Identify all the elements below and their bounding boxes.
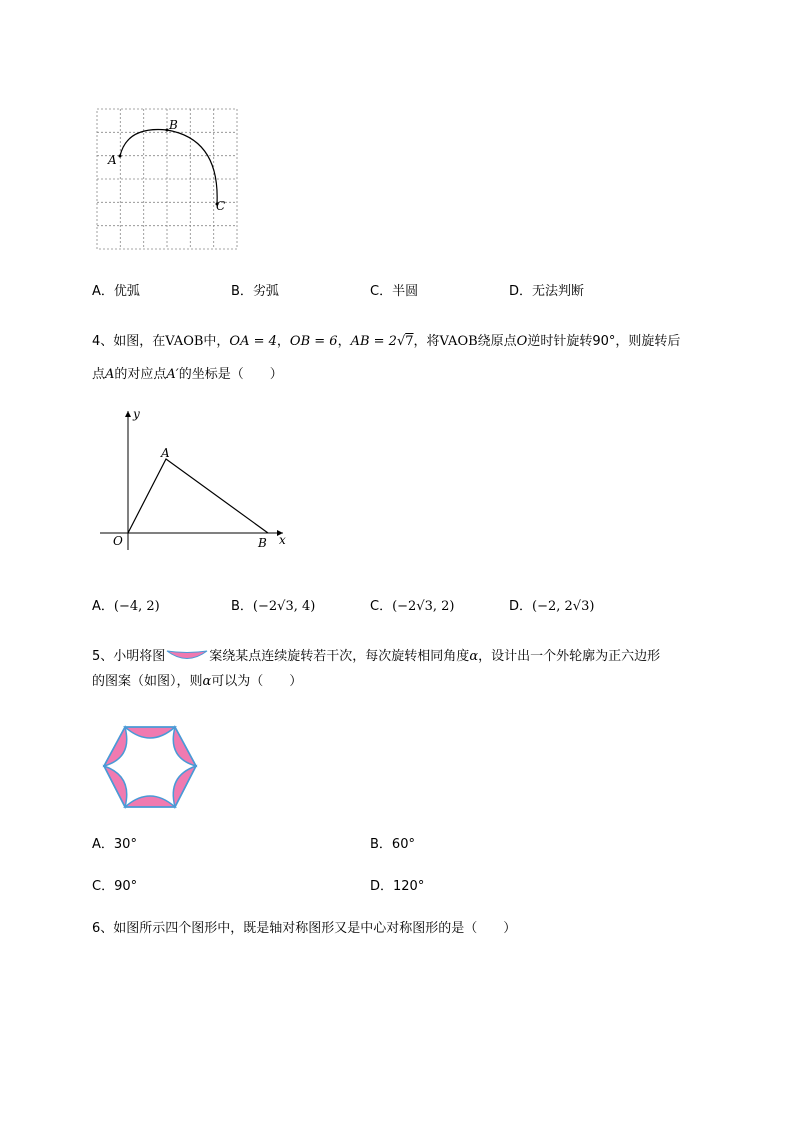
question-number: 5、 [92,649,114,664]
q5-option-c[interactable] [92,878,137,896]
hexagon-outline [104,727,196,807]
option-letter: C． [370,599,393,614]
option-text: 无法判断 [532,284,585,299]
option-letter: B． [231,284,253,299]
q3-label-b: B [169,118,178,132]
option-text: 90° [114,879,138,894]
q3-option-a[interactable] [92,283,140,301]
q4-stem-line2: 点A的对应点A′的坐标是（ ） [92,367,283,382]
option-text: (−2√3, 4) [252,599,316,614]
option-letter: C． [370,284,393,299]
question-number: 4、 [92,334,114,349]
q5-stem-line1: 5、小明将图 案绕某点连续旋转若干次，每次旋转相同角度α，设计出一个外轮廓为正六边形 [92,649,661,664]
point-label-a: A [161,446,170,460]
axis-label-x: x [279,533,286,547]
q5-option-d[interactable] [370,878,424,896]
q5-hexagon-figure [101,725,201,811]
option-letter: C． [92,879,115,894]
question-number: 6、 [92,921,114,936]
q4-stem-line1: 4、如图，在VAOB中，OA = 4，OB = 6，AB = 2√7，将VAOB绕原点O逆时针旋转90°，则旋转后 [92,334,681,349]
q3-grid-figure [92,104,242,254]
option-letter: D． [509,599,533,614]
q3-arc [120,130,217,204]
option-text: 60° [391,837,415,852]
axis-label-y: y [133,407,140,421]
q3-option-b[interactable] [231,283,279,301]
q4-option-b[interactable] [231,598,315,616]
q4-option-a[interactable] [92,598,160,616]
option-letter: D． [509,284,533,299]
q3-label-a: A [108,153,117,167]
q4-option-c[interactable] [370,598,454,616]
point-label-b: B [258,536,267,550]
option-text: 120° [393,879,425,894]
option-text: (−4, 2) [113,599,160,614]
q5-stem-line2: 的图案（如图），则α可以为（ ） [92,674,303,689]
option-text: (−2√3, 2) [392,599,455,614]
q4-triangle-figure [98,405,298,555]
option-text: (−2, 2√3) [532,599,595,614]
option-letter: A． [92,284,114,299]
option-text: 半圆 [392,284,419,299]
petal-inline-icon [165,648,209,662]
option-letter: A． [92,837,114,852]
q3-option-c[interactable] [370,283,418,301]
q3-label-c: C [216,199,226,213]
option-letter: B． [370,837,392,852]
option-letter: A． [92,599,114,614]
q4-option-d[interactable] [509,598,594,616]
option-text: 优弧 [113,284,140,299]
q3-option-d[interactable] [509,283,584,301]
option-letter: B． [231,599,253,614]
q5-option-a[interactable] [92,836,137,854]
q6-stem: 6、如图所示四个图形中，既是轴对称图形又是中心对称图形的是（ ） [92,921,517,936]
option-text: 劣弧 [252,284,279,299]
q5-option-b[interactable] [370,836,415,854]
option-text: 30° [113,837,137,852]
triangle-aob [128,459,268,533]
option-letter: D． [370,879,394,894]
point-label-o: O [113,534,123,548]
